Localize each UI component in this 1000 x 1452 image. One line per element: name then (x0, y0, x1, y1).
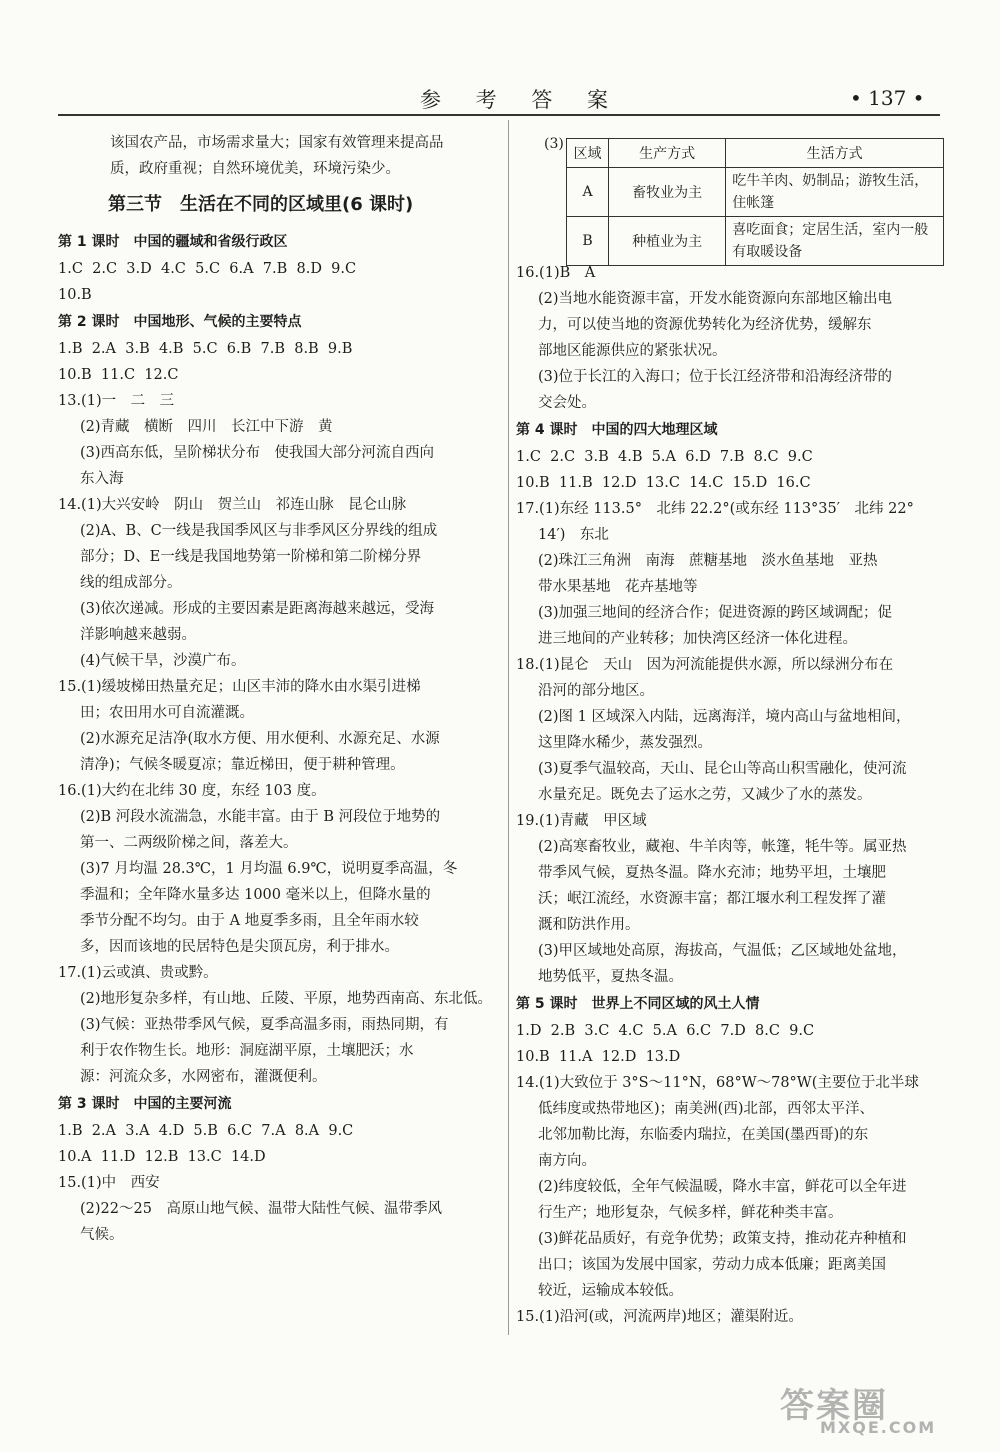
answer-line: 第一、二两级阶梯之间，落差大。 (80, 835, 298, 851)
answer-line: 带季风气候，夏热冬温。降水充沛；地势平坦，土壤肥 (538, 865, 886, 881)
answer-line: (3)甲区域地处高原，海拔高，气温低；乙区域地处盆地， (538, 943, 907, 959)
table-header-cell: 生活方式 (726, 139, 944, 168)
answer-line: 带水果基地 花卉基地等 (538, 579, 698, 595)
answer-line: 沿河的部分地区。 (538, 683, 654, 699)
answer-line: (2)纬度较低，全年气候温暖，降水丰富，鲜花可以全年进 (538, 1179, 907, 1195)
site-watermark (780, 1378, 980, 1446)
table-cell-life-line: 喜吃面食；定居生活，室内一般 (732, 222, 929, 238)
answer-table-block (516, 130, 944, 260)
answer-line: 洋影响越来越弱。 (80, 627, 196, 643)
answer-line: 南方向。 (538, 1153, 596, 1169)
answer-line: 沃；岷江流经，水资源丰富；都江堰水利工程发挥了灌 (538, 891, 886, 907)
table-question-label: (3) (544, 136, 564, 152)
answer-line: 气候。 (80, 1227, 124, 1243)
lesson-heading: 第 2 课时 中国地形、气候的主要特点 (58, 314, 302, 330)
answer-line: 14.(1)大兴安岭 阴山 贺兰山 祁连山脉 昆仑山脉 (58, 497, 407, 513)
table-row (567, 217, 944, 266)
answer-line: 10.B 11.A 12.D 13.D (516, 1049, 681, 1065)
answer-line: (2)青藏 横断 四川 长江中下游 黄 (80, 419, 333, 435)
answer-line: 田；农田用水可自流灌溉。 (80, 705, 254, 721)
table-cell-region: A (567, 168, 609, 217)
table-cell-life-line: 有取暖设备 (732, 244, 803, 260)
column-divider (508, 120, 509, 1335)
answer-line: (3)夏季气温较高，天山、昆仑山等高山积雪融化，使河流 (538, 761, 907, 777)
answer-line: 质，政府重视；自然环境优美，环境污染少。 (110, 161, 400, 177)
answer-line: 水量充足。既免去了运水之劳，又减少了水的蒸发。 (538, 787, 872, 803)
answer-line: 行生产；地形复杂，气候多样，鲜花种类丰富。 (538, 1205, 843, 1221)
left-column (58, 130, 498, 1248)
header-rule (58, 114, 940, 116)
answer-line: (3)依次递减。形成的主要因素是距离海越来越远，受海 (80, 601, 435, 617)
answer-line: 16.(1)大约在北纬 30 度，东经 103 度。 (58, 783, 326, 799)
answer-line: 15.(1)缓坡梯田热量充足；山区丰沛的降水由水渠引进梯 (58, 679, 421, 695)
answer-line: 东入海 (80, 471, 124, 487)
answer-line: 交会处。 (538, 395, 596, 411)
answer-line: 15.(1)沿河(或，河流两岸)地区；灌渠附近。 (516, 1309, 803, 1325)
answer-line: 10.B 11.B 12.D 13.C 14.C 15.D 16.C (516, 475, 811, 491)
table-cell-region: B (567, 217, 609, 266)
table-cell-life-line: 吃牛羊肉、奶制品；游牧生活， (732, 173, 929, 189)
answer-line: 溉和防洪作用。 (538, 917, 640, 933)
watermark-logo-text: 答案圈 (780, 1386, 888, 1426)
page-number: • 137 • (850, 86, 925, 110)
answer-line: (3)位于长江的入海口；位于长江经济带和沿海经济带的 (538, 369, 893, 385)
answer-line: 17.(1)东经 113.5° 北纬 22.2°(或东经 113°35′ 北纬 22° (516, 501, 914, 517)
answer-line: 线的组成部分。 (80, 575, 182, 591)
table-cell-life-line: 住帐篷 (732, 195, 775, 211)
table-header-row (567, 139, 944, 168)
answer-line: 1.D 2.B 3.C 4.C 5.A 6.C 7.D 8.C 9.C (516, 1023, 815, 1039)
answer-line: 10.B 11.C 12.C (58, 367, 179, 383)
answer-line: (2)珠江三角洲 南海 蔗糖基地 淡水鱼基地 亚热 (538, 553, 878, 569)
lesson-heading: 第 1 课时 中国的疆域和省级行政区 (58, 234, 288, 250)
lesson-heading: 第 3 课时 中国的主要河流 (58, 1096, 232, 1112)
table-header-cell: 生产方式 (609, 139, 726, 168)
lesson-heading: 第 4 课时 中国的四大地理区域 (516, 422, 718, 438)
watermark-site-text: MXQE.COM (820, 1418, 937, 1437)
section-title: 第三节 生活在不同的区域里(6 课时) (108, 194, 414, 215)
table-cell-life (726, 168, 944, 217)
answer-line: 这里降水稀少，蒸发强烈。 (538, 735, 712, 751)
answer-line: 力，可以使当地的资源优势转化为经济优势，缓解东 (538, 317, 872, 333)
page-header-title: 参 考 答 案 (420, 88, 623, 112)
answer-line: (2)A、B、C一线是我国季风区与非季风区分界线的组成 (80, 523, 438, 539)
answer-line: 19.(1)青藏 甲区域 (516, 813, 647, 829)
answer-line: 清净)；气候冬暖夏凉；靠近梯田，便于耕种管理。 (80, 757, 405, 773)
answer-line: 出口；该国为发展中国家，劳动力成本低廉；距离美国 (538, 1257, 886, 1273)
answer-line: 多，因而该地的民居特色是尖顶瓦房，利于排水。 (80, 939, 399, 955)
answer-line: 18.(1)昆仑 天山 因为河流能提供水源，所以绿洲分布在 (516, 657, 894, 673)
answer-line: (2)B 河段水流湍急，水能丰富。由于 B 河段位于地势的 (80, 809, 441, 825)
answer-line: 1.C 2.C 3.B 4.B 5.A 6.D 7.B 8.C 9.C (516, 449, 813, 465)
answer-line: 低纬度或热带地区)；南美洲(西)北部，西邻太平洋、 (538, 1101, 874, 1117)
answer-line: 北邻加勒比海，东临委内瑞拉，在美国(墨西哥)的东 (538, 1127, 869, 1143)
table-cell-production: 畜牧业为主 (609, 168, 726, 217)
answer-line: (3)7 月均温 28.3℃，1 月均温 6.9℃，说明夏季高温，冬 (80, 861, 458, 877)
answer-line: (2)当地水能资源丰富，开发水能资源向东部地区输出电 (538, 291, 893, 307)
answer-line: 源：河流众多，水网密布，灌溉便利。 (80, 1069, 327, 1085)
answer-line: (2)水源充足洁净(取水方便、用水便利、水源充足、水源 (80, 731, 440, 747)
answer-line: (2)高寒畜牧业，藏袍、牛羊肉等，帐篷，牦牛等。属亚热 (538, 839, 907, 855)
answer-line: 进三地间的产业转移；加快湾区经济一体化进程。 (538, 631, 857, 647)
answer-line: 16.(1)B A (516, 265, 596, 281)
answer-line: (3)鲜花品质好，有竞争优势；政策支持，推动花卉种植和 (538, 1231, 907, 1247)
answer-line: (3)西高东低，呈阶梯状分布 使我国大部分河流自西向 (80, 445, 435, 461)
answer-line: 10.B (58, 287, 92, 303)
answer-line: 较近，运输成本较低。 (538, 1283, 683, 1299)
table-cell-life (726, 217, 944, 266)
answer-line: 利于农作物生长。地形：洞庭湖平原，土壤肥沃；水 (80, 1043, 414, 1059)
right-column-lines (516, 260, 944, 1330)
answer-line: (2)图 1 区域深入内陆，远离海洋，境内高山与盆地相间， (538, 709, 911, 725)
answer-line: 1.B 2.A 3.B 4.B 5.C 6.B 7.B 8.B 9.B (58, 341, 353, 357)
answer-line: 14′) 东北 (538, 527, 609, 543)
answer-line: 13.(1)一 二 三 (58, 393, 175, 409)
answer-line: 14.(1)大致位于 3°S～11°N，68°W～78°W(主要位于北半球 (516, 1075, 919, 1091)
answer-line: 1.C 2.C 3.D 4.C 5.C 6.A 7.B 8.D 9.C (58, 261, 357, 277)
answer-table (566, 138, 944, 266)
answer-line: 该国农产品，市场需求量大；国家有效管理来提高品 (110, 135, 444, 151)
answer-line: (2)地形复杂多样，有山地、丘陵、平原，地势西南高、东北低。 (80, 991, 493, 1007)
answer-line: 部分；D、E一线是我国地势第一阶梯和第二阶梯分界 (80, 549, 422, 565)
answer-line: (4)气候干旱，沙漠广布。 (80, 653, 246, 669)
answer-line: 部地区能源供应的紧张状况。 (538, 343, 727, 359)
lesson-heading: 第 5 课时 世界上不同区域的风土人情 (516, 996, 760, 1012)
answer-line: (3)气候：亚热带季风气候，夏季高温多雨，雨热同期，有 (80, 1017, 449, 1033)
answer-line: 地势低平，夏热冬温。 (538, 969, 683, 985)
table-row (567, 168, 944, 217)
answer-line: (2)22～25 高原山地气候、温带大陆性气候、温带季风 (80, 1201, 442, 1217)
answer-line: (3)加强三地间的经济合作；促进资源的跨区域调配；促 (538, 605, 893, 621)
answer-line: 15.(1)中 西安 (58, 1175, 160, 1191)
right-column (516, 130, 944, 1330)
table-header-cell: 区域 (567, 139, 609, 168)
answer-line: 季节分配不均匀。由于 A 地夏季多雨，且全年雨水较 (80, 913, 419, 929)
table-cell-production: 种植业为主 (609, 217, 726, 266)
answer-line: 10.A 11.D 12.B 13.C 14.D (58, 1149, 266, 1165)
answer-line: 17.(1)云或滇、贵或黔。 (58, 965, 218, 981)
answer-line: 1.B 2.A 3.A 4.D 5.B 6.C 7.A 8.A 9.C (58, 1123, 354, 1139)
answer-line: 季温和；全年降水量多达 1000 毫米以上，但降水量的 (80, 887, 431, 903)
